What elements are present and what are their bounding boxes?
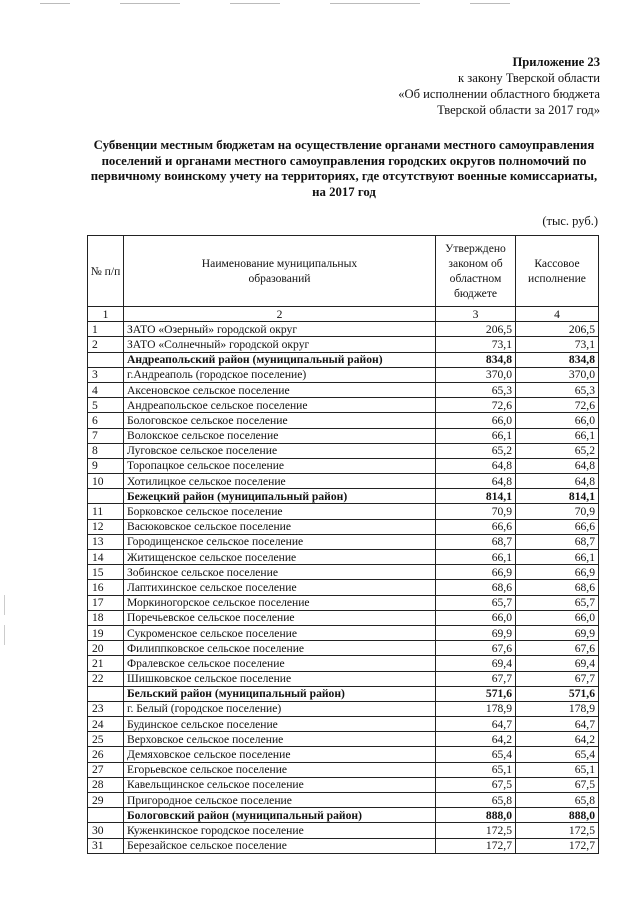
executed-amount: 66,1 <box>516 428 599 443</box>
municipality-name: Фралевское сельское поселение <box>124 656 436 671</box>
municipality-name: Андреапольское сельское поселение <box>124 398 436 413</box>
municipality-name: Егорьевское сельское поселение <box>124 762 436 777</box>
table-row <box>88 671 599 686</box>
executed-amount: 67,5 <box>516 777 599 792</box>
column-index: 2 <box>124 307 436 322</box>
row-number <box>88 686 124 701</box>
table-row <box>88 428 599 443</box>
district-subtotal-row <box>88 352 599 367</box>
row-number: 16 <box>88 580 124 595</box>
approved-amount: 65,2 <box>436 443 516 458</box>
executed-amount: 69,9 <box>516 625 599 640</box>
municipality-name: Поречьевское сельское поселение <box>124 610 436 625</box>
row-number: 23 <box>88 701 124 716</box>
table-row <box>88 322 599 337</box>
municipality-name: г. Белый (городское поселение) <box>124 701 436 716</box>
table-row <box>88 762 599 777</box>
scan-mark <box>40 3 70 4</box>
executed-amount: 73,1 <box>516 337 599 352</box>
table-row <box>88 534 599 549</box>
row-number: 10 <box>88 474 124 489</box>
approved-amount: 67,5 <box>436 777 516 792</box>
scan-mark <box>4 625 5 645</box>
municipality-name: Торопацкое сельское поселение <box>124 458 436 473</box>
table-body <box>88 322 599 854</box>
table-header-row <box>88 236 599 307</box>
municipality-name: Хотилицкое сельское поселение <box>124 474 436 489</box>
municipality-name: Житищенское сельское поселение <box>124 550 436 565</box>
municipality-name: Верховское сельское поселение <box>124 732 436 747</box>
appendix-line: «Об исполнении областного бюджета <box>398 87 600 101</box>
table-row <box>88 838 599 853</box>
table-row <box>88 337 599 352</box>
approved-amount: 66,1 <box>436 428 516 443</box>
municipality-name: Луговское сельское поселение <box>124 443 436 458</box>
executed-amount: 65,7 <box>516 595 599 610</box>
executed-amount: 178,9 <box>516 701 599 716</box>
table-row <box>88 382 599 397</box>
approved-amount: 65,8 <box>436 793 516 808</box>
approved-amount: 73,1 <box>436 337 516 352</box>
approved-amount: 66,0 <box>436 610 516 625</box>
approved-amount: 370,0 <box>436 367 516 382</box>
subsidy-table <box>87 235 599 854</box>
approved-amount: 66,1 <box>436 550 516 565</box>
row-number: 21 <box>88 656 124 671</box>
approved-amount: 66,0 <box>436 413 516 428</box>
executed-amount: 67,7 <box>516 671 599 686</box>
district-subtotal-row <box>88 808 599 823</box>
table-row <box>88 595 599 610</box>
executed-amount: 64,2 <box>516 732 599 747</box>
header-executed: Кассовое исполнение <box>516 236 599 307</box>
municipality-name: Кавельщинское сельское поселение <box>124 777 436 792</box>
appendix-line: Тверской области за 2017 год» <box>437 103 600 117</box>
table-row <box>88 793 599 808</box>
approved-amount: 64,8 <box>436 458 516 473</box>
column-index: 1 <box>88 307 124 322</box>
executed-amount: 814,1 <box>516 489 599 504</box>
executed-amount: 72,6 <box>516 398 599 413</box>
table-row <box>88 474 599 489</box>
table-row <box>88 580 599 595</box>
table-row <box>88 625 599 640</box>
row-number: 22 <box>88 671 124 686</box>
executed-amount: 834,8 <box>516 352 599 367</box>
municipality-name: Городищенское сельское поселение <box>124 534 436 549</box>
approved-amount: 172,7 <box>436 838 516 853</box>
executed-amount: 66,6 <box>516 519 599 534</box>
row-number: 20 <box>88 641 124 656</box>
executed-amount: 65,4 <box>516 747 599 762</box>
approved-amount: 571,6 <box>436 686 516 701</box>
executed-amount: 68,7 <box>516 534 599 549</box>
executed-amount: 172,5 <box>516 823 599 838</box>
executed-amount: 64,8 <box>516 458 599 473</box>
municipality-name: ЗАТО «Солнечный» городской округ <box>124 337 436 352</box>
approved-amount: 178,9 <box>436 701 516 716</box>
municipality-name: г.Андреаполь (городское поселение) <box>124 367 436 382</box>
row-number: 26 <box>88 747 124 762</box>
executed-amount: 571,6 <box>516 686 599 701</box>
executed-amount: 67,6 <box>516 641 599 656</box>
row-number: 18 <box>88 610 124 625</box>
approved-amount: 64,2 <box>436 732 516 747</box>
row-number: 31 <box>88 838 124 853</box>
executed-amount: 172,7 <box>516 838 599 853</box>
row-number: 19 <box>88 625 124 640</box>
row-number: 15 <box>88 565 124 580</box>
municipality-name: Сукроменское сельское поселение <box>124 625 436 640</box>
table-row <box>88 504 599 519</box>
executed-amount: 66,1 <box>516 550 599 565</box>
row-number <box>88 489 124 504</box>
row-number <box>88 352 124 367</box>
appendix-header <box>300 54 600 118</box>
row-number: 1 <box>88 322 124 337</box>
scan-artifact-top <box>0 0 640 8</box>
district-subtotal-row <box>88 489 599 504</box>
municipality-name: Демяховское сельское поселение <box>124 747 436 762</box>
table-row <box>88 823 599 838</box>
table-row <box>88 367 599 382</box>
approved-amount: 64,7 <box>436 717 516 732</box>
row-number: 6 <box>88 413 124 428</box>
row-number: 8 <box>88 443 124 458</box>
municipality-name: Аксеновское сельское поселение <box>124 382 436 397</box>
row-number: 2 <box>88 337 124 352</box>
row-number: 12 <box>88 519 124 534</box>
executed-amount: 206,5 <box>516 322 599 337</box>
column-index: 4 <box>516 307 599 322</box>
municipality-name: Шишковское сельское поселение <box>124 671 436 686</box>
header-name: Наименование муниципальных образований <box>124 236 436 307</box>
row-number: 4 <box>88 382 124 397</box>
row-number: 25 <box>88 732 124 747</box>
approved-amount: 69,4 <box>436 656 516 671</box>
table-row <box>88 565 599 580</box>
municipality-name: Зобинское сельское поселение <box>124 565 436 580</box>
table-row <box>88 747 599 762</box>
approved-amount: 68,7 <box>436 534 516 549</box>
table-row <box>88 610 599 625</box>
executed-amount: 64,7 <box>516 717 599 732</box>
approved-amount: 172,5 <box>436 823 516 838</box>
municipality-name: Бологовский район (муниципальный район) <box>124 808 436 823</box>
approved-amount: 64,8 <box>436 474 516 489</box>
table-row <box>88 641 599 656</box>
executed-amount: 66,0 <box>516 610 599 625</box>
scan-mark <box>120 3 180 4</box>
row-number: 24 <box>88 717 124 732</box>
approved-amount: 206,5 <box>436 322 516 337</box>
municipality-name: Волокское сельское поселение <box>124 428 436 443</box>
municipality-name: Бельский район (муниципальный район) <box>124 686 436 701</box>
table-row <box>88 701 599 716</box>
municipality-name: ЗАТО «Озерный» городской округ <box>124 322 436 337</box>
approved-amount: 65,1 <box>436 762 516 777</box>
executed-amount: 64,8 <box>516 474 599 489</box>
table-row <box>88 443 599 458</box>
row-number: 17 <box>88 595 124 610</box>
column-index-row <box>88 307 599 322</box>
scan-mark <box>230 3 280 4</box>
executed-amount: 66,0 <box>516 413 599 428</box>
header-approved: Утверждено законом об областном бюджете <box>436 236 516 307</box>
municipality-name: Борковское сельское поселение <box>124 504 436 519</box>
approved-amount: 66,9 <box>436 565 516 580</box>
municipality-name: Будинское сельское поселение <box>124 717 436 732</box>
municipality-name: Лаптихинское сельское поселение <box>124 580 436 595</box>
executed-amount: 69,4 <box>516 656 599 671</box>
approved-amount: 68,6 <box>436 580 516 595</box>
row-number <box>88 808 124 823</box>
approved-amount: 72,6 <box>436 398 516 413</box>
municipality-name: Андреапольский район (муниципальный район) <box>124 352 436 367</box>
table-row <box>88 519 599 534</box>
approved-amount: 65,7 <box>436 595 516 610</box>
table-row <box>88 550 599 565</box>
executed-amount: 65,1 <box>516 762 599 777</box>
executed-amount: 68,6 <box>516 580 599 595</box>
column-index: 3 <box>436 307 516 322</box>
approved-amount: 67,6 <box>436 641 516 656</box>
table-row <box>88 398 599 413</box>
row-number: 13 <box>88 534 124 549</box>
row-number: 30 <box>88 823 124 838</box>
approved-amount: 67,7 <box>436 671 516 686</box>
approved-amount: 65,4 <box>436 747 516 762</box>
table-row <box>88 413 599 428</box>
approved-amount: 70,9 <box>436 504 516 519</box>
row-number: 7 <box>88 428 124 443</box>
unit-label: (тыс. руб.) <box>542 214 598 228</box>
document-heading: Субвенции местным бюджетам на осуществление органами местного самоуправления поселений и органами местного самоуправления городских округов полномочий по первичному воинскому учету на территориях, где отсутствуют военные комиссариаты, на 2017 год <box>90 138 598 199</box>
executed-amount: 66,9 <box>516 565 599 580</box>
municipality-name: Васюковское сельское поселение <box>124 519 436 534</box>
approved-amount: 69,9 <box>436 625 516 640</box>
table-row <box>88 732 599 747</box>
table-row <box>88 656 599 671</box>
municipality-name: Моркиногорское сельское поселение <box>124 595 436 610</box>
municipality-name: Бологовское сельское поселение <box>124 413 436 428</box>
executed-amount: 65,3 <box>516 382 599 397</box>
municipality-name: Филиппковское сельское поселение <box>124 641 436 656</box>
table-row <box>88 777 599 792</box>
row-number: 28 <box>88 777 124 792</box>
approved-amount: 814,1 <box>436 489 516 504</box>
row-number: 3 <box>88 367 124 382</box>
municipality-name: Куженкинское городское поселение <box>124 823 436 838</box>
row-number: 5 <box>88 398 124 413</box>
row-number: 9 <box>88 458 124 473</box>
appendix-line: к закону Тверской области <box>458 71 600 85</box>
approved-amount: 65,3 <box>436 382 516 397</box>
row-number: 29 <box>88 793 124 808</box>
scan-mark <box>330 3 420 4</box>
approved-amount: 66,6 <box>436 519 516 534</box>
row-number: 11 <box>88 504 124 519</box>
approved-amount: 834,8 <box>436 352 516 367</box>
municipality-name: Пригородное сельское поселение <box>124 793 436 808</box>
table-row <box>88 717 599 732</box>
approved-amount: 888,0 <box>436 808 516 823</box>
appendix-title: Приложение 23 <box>512 55 600 69</box>
executed-amount: 370,0 <box>516 367 599 382</box>
table-row <box>88 458 599 473</box>
executed-amount: 65,2 <box>516 443 599 458</box>
scan-mark <box>470 3 510 4</box>
scan-mark <box>4 595 5 615</box>
municipality-name: Березайское сельское поселение <box>124 838 436 853</box>
district-subtotal-row <box>88 686 599 701</box>
row-number: 14 <box>88 550 124 565</box>
executed-amount: 888,0 <box>516 808 599 823</box>
row-number: 27 <box>88 762 124 777</box>
header-num: № п/п <box>88 236 124 307</box>
executed-amount: 65,8 <box>516 793 599 808</box>
municipality-name: Бежецкий район (муниципальный район) <box>124 489 436 504</box>
executed-amount: 70,9 <box>516 504 599 519</box>
